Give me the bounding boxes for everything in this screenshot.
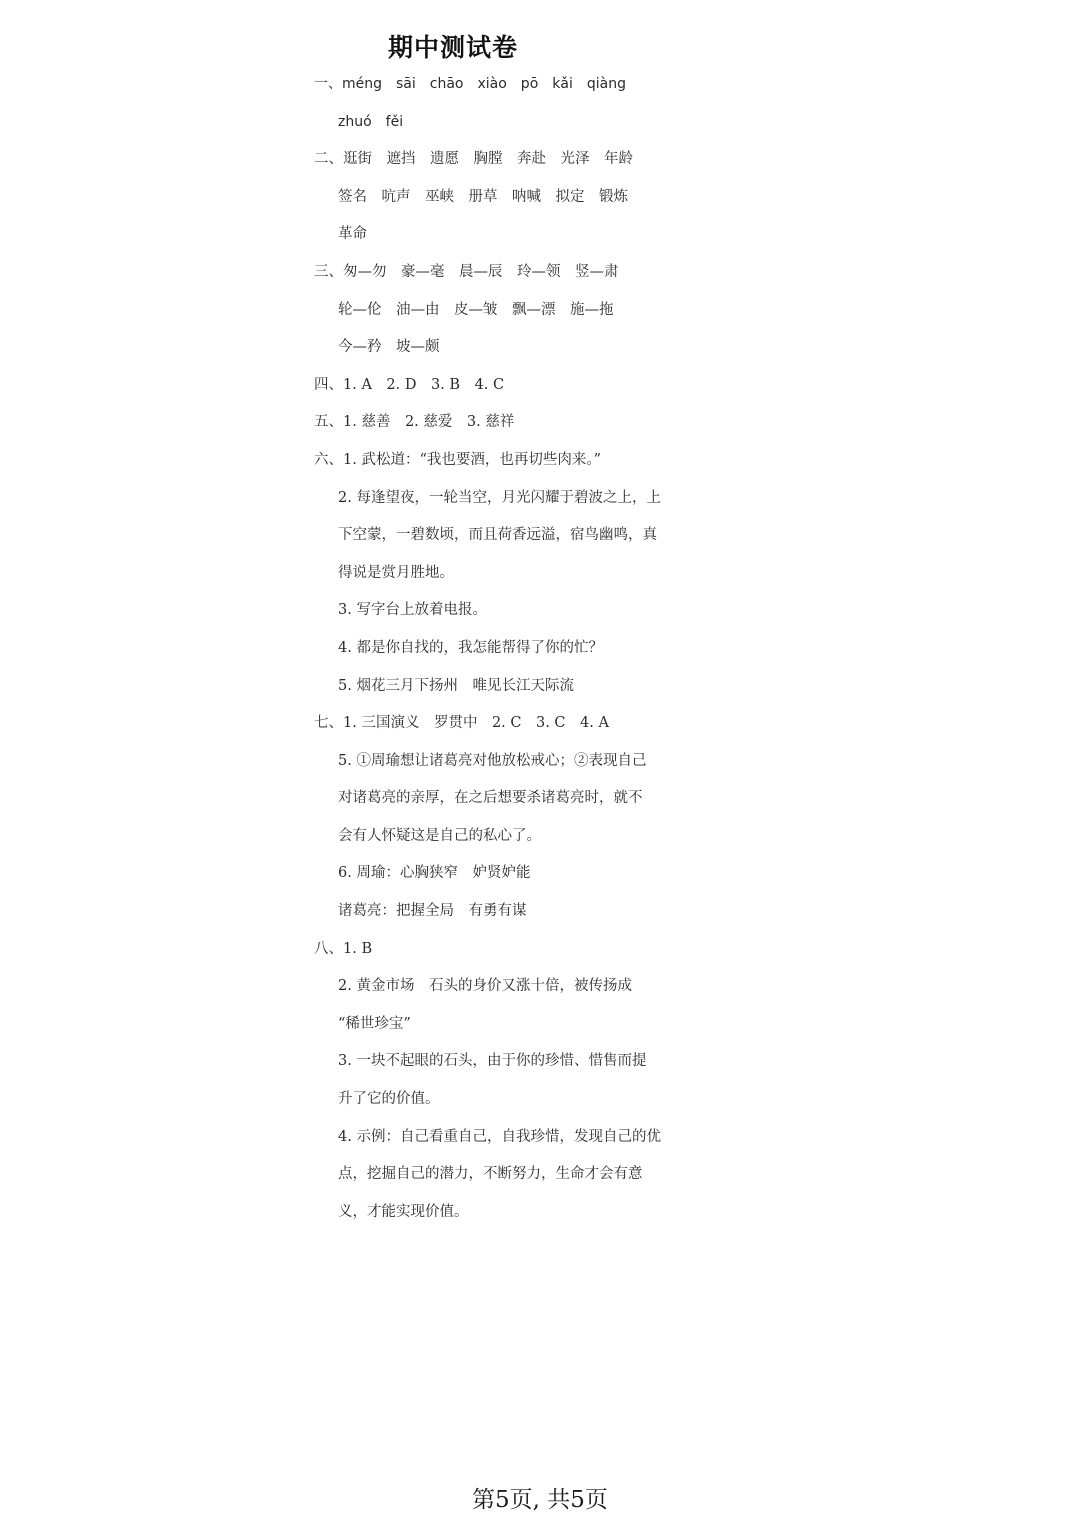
answer-line: 5. ①周瑜想让诸葛亮对他放松戒心；②表现自己 — [338, 752, 647, 769]
answer-line-section-7: 七、1. 三国演义 罗贯中 2. C 3. C 4. A — [314, 715, 609, 732]
answer-line: 3. 写字台上放着电报。 — [338, 602, 487, 619]
answer-line: 升了它的价值。 — [338, 1091, 440, 1108]
answer-line-section-3: 三、匆—勿 豪—毫 晨—辰 玲—领 竖—肃 — [314, 263, 619, 280]
answer-line-section-1: 一、méng sāi chāo xiào pō kǎi qiàng — [314, 76, 626, 92]
answer-key — [314, 66, 670, 1231]
answer-line: “稀世珍宝” — [338, 1015, 411, 1032]
answer-line: 6. 周瑜：心胸狭窄 妒贤妒能 — [338, 865, 531, 882]
answer-line: 点，挖掘自己的潜力，不断努力，生命才会有意 — [338, 1166, 643, 1183]
answer-line: 5. 烟花三月下扬州 唯见长江天际流 — [338, 677, 574, 694]
answer-line: 对诸葛亮的亲厚，在之后想要杀诸葛亮时，就不 — [338, 790, 643, 807]
answer-line-section-4: 四、1. A 2. D 3. B 4. C — [314, 376, 505, 393]
answer-line: 4. 示例：自己看重自己，自我珍惜，发现自己的优 — [338, 1128, 661, 1145]
answer-line-section-6: 六、1. 武松道：“我也要酒，也再切些肉来。” — [314, 451, 602, 468]
answer-line: 诸葛亮：把握全局 有勇有谋 — [338, 903, 527, 920]
answer-line: 轮—伦 油—由 皮—皱 飘—漂 施—拖 — [338, 301, 614, 318]
answer-line: 2. 每逢望夜，一轮当空，月光闪耀于碧波之上，上 — [338, 489, 661, 506]
answer-line: 革命 — [338, 226, 367, 243]
answer-line: 2. 黄金市场 石头的身价又涨十倍，被传扬成 — [338, 978, 632, 995]
page-title: 期中测试卷 — [388, 33, 519, 62]
answer-line: 签名 吭声 巫峡 册草 呐喊 拟定 锻炼 — [338, 188, 628, 205]
answer-line: 今—矜 坡—颇 — [338, 339, 440, 356]
answer-line: 义，才能实现价值。 — [338, 1203, 469, 1220]
answer-line: 4. 都是你自找的，我怎能帮得了你的忙？ — [338, 639, 603, 656]
answer-line-section-5: 五、1. 慈善 2. 慈爱 3. 慈祥 — [314, 414, 515, 431]
answer-line: 会有人怀疑这是自己的私心了。 — [338, 827, 541, 844]
answer-line-section-8: 八、1. B — [314, 940, 373, 957]
answer-line: 得说是赏月胜地。 — [338, 564, 454, 581]
answer-line: zhuó fěi — [338, 113, 404, 130]
answer-line-section-2: 二、逛街 遮挡 遗愿 胸膛 奔赴 光泽 年龄 — [314, 151, 633, 168]
page-number-footer: 第5页, 共5页 — [472, 1487, 608, 1513]
answer-line: 3. 一块不起眼的石头，由于你的珍惜、惜售而提 — [338, 1053, 647, 1070]
answer-line: 下空蒙，一碧数顷，而且荷香远溢，宿鸟幽鸣，真 — [338, 527, 657, 544]
